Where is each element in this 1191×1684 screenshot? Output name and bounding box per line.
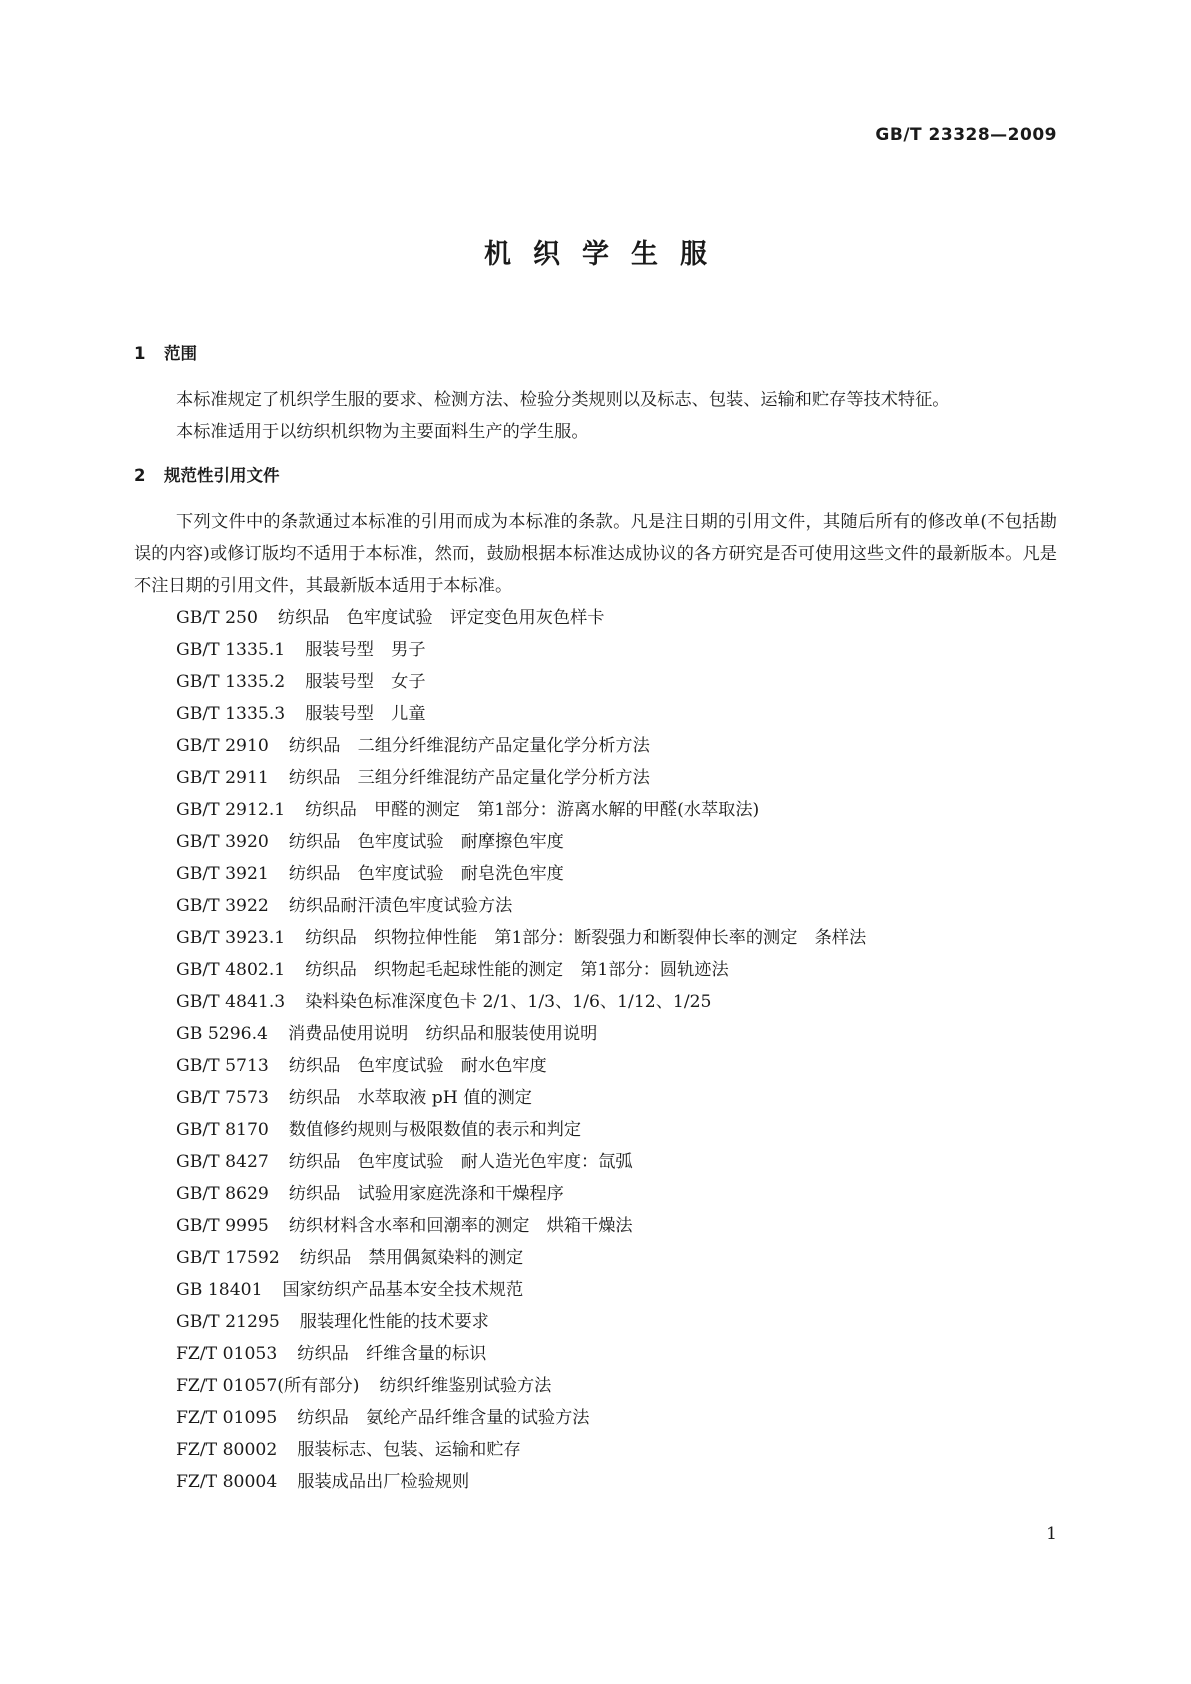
references-intro-paragraph: 下列文件中的条款通过本标准的引用而成为本标准的条款。凡是注日期的引用文件，其随后所有的修改单(不包括勘误的内容)或修订版均不适用于本标准，然而，鼓励根据本标准达成协议的各方研究是否可使用这些文件的最新版本。凡是不注日期的引用文件，其最新版本适用于本标准。 xyxy=(134,512,1057,596)
reference-title: 纺织品 织物起毛起球性能的测定 第1部分：圆轨迹法 xyxy=(305,960,729,980)
reference-item xyxy=(176,1082,1057,1114)
reference-code: GB/T 3920 xyxy=(176,832,269,852)
reference-item xyxy=(176,1050,1057,1082)
section-heading-scope xyxy=(134,338,1057,370)
reference-code: GB 5296.4 xyxy=(176,1024,268,1044)
reference-item xyxy=(176,826,1057,858)
reference-code: FZ/T 01053 xyxy=(176,1344,278,1364)
reference-item xyxy=(176,986,1057,1018)
reference-title: 数值修约规则与极限数值的表示和判定 xyxy=(288,1120,582,1140)
reference-title: 纺织品 二组分纤维混纺产品定量化学分析方法 xyxy=(288,736,650,756)
reference-title: 纺织品 水萃取液 pH 值的测定 xyxy=(288,1088,532,1108)
reference-title: 纺织品 纤维含量的标识 xyxy=(297,1344,487,1364)
reference-title: 服装理化性能的技术要求 xyxy=(299,1312,489,1332)
reference-title: 消费品使用说明 纺织品和服装使用说明 xyxy=(287,1024,598,1044)
reference-title: 服装标志、包装、运输和贮存 xyxy=(297,1440,521,1460)
reference-item xyxy=(176,922,1057,954)
section-number: 2 xyxy=(134,466,146,485)
reference-item xyxy=(176,1402,1057,1434)
reference-item xyxy=(176,1242,1057,1274)
section-title: 规范性引用文件 xyxy=(164,466,280,485)
reference-item xyxy=(176,858,1057,890)
reference-code: GB/T 8427 xyxy=(176,1152,269,1172)
reference-title: 纺织品 色牢度试验 评定变色用灰色样卡 xyxy=(277,608,605,628)
reference-title: 纺织品 色牢度试验 耐摩擦色牢度 xyxy=(288,832,564,852)
reference-item xyxy=(176,1018,1057,1050)
reference-code: GB/T 9995 xyxy=(176,1216,269,1236)
reference-code: GB/T 4802.1 xyxy=(176,960,286,980)
reference-code: GB/T 8170 xyxy=(176,1120,269,1140)
reference-item xyxy=(176,1114,1057,1146)
reference-code: GB/T 1335.1 xyxy=(176,640,286,660)
reference-item xyxy=(176,602,1057,634)
reference-code: FZ/T 01095 xyxy=(176,1408,278,1428)
standard-code: GB/T 23328—2009 xyxy=(875,125,1057,145)
reference-code: GB/T 7573 xyxy=(176,1088,269,1108)
reference-title: 服装成品出厂检验规则 xyxy=(297,1472,470,1492)
reference-title: 纺织品耐汗渍色牢度试验方法 xyxy=(288,896,513,916)
reference-title: 纺织材料含水率和回潮率的测定 烘箱干燥法 xyxy=(288,1216,633,1236)
reference-code: GB/T 2910 xyxy=(176,736,269,756)
reference-title: 纺织品 色牢度试验 耐水色牢度 xyxy=(288,1056,547,1076)
reference-code: GB/T 1335.2 xyxy=(176,672,286,692)
reference-item xyxy=(176,890,1057,922)
reference-title: 染料染色标准深度色卡 2/1、1/3、1/6、1/12、1/25 xyxy=(305,992,712,1012)
scope-paragraph: 本标准适用于以纺织机织物为主要面料生产的学生服。 xyxy=(176,422,589,442)
reference-code: GB/T 3922 xyxy=(176,896,269,916)
scope-paragraph: 本标准规定了机织学生服的要求、检测方法、检验分类规则以及标志、包装、运输和贮存等技术特征。 xyxy=(176,390,950,410)
reference-title: 纺织纤维鉴别试验方法 xyxy=(379,1376,552,1396)
reference-item xyxy=(176,666,1057,698)
reference-title: 服装号型 男子 xyxy=(305,640,426,660)
reference-title: 纺织品 试验用家庭洗涤和干燥程序 xyxy=(288,1184,564,1204)
reference-code: GB/T 21295 xyxy=(176,1312,280,1332)
reference-code: GB/T 5713 xyxy=(176,1056,269,1076)
reference-code: FZ/T 01057(所有部分) xyxy=(176,1376,360,1396)
reference-item xyxy=(176,1274,1057,1306)
section-number: 1 xyxy=(134,344,146,363)
reference-list xyxy=(134,602,1057,1498)
reference-code: GB/T 3923.1 xyxy=(176,928,286,948)
reference-code: GB/T 3921 xyxy=(176,864,269,884)
reference-title: 纺织品 织物拉伸性能 第1部分：断裂强力和断裂伸长率的测定 条样法 xyxy=(305,928,867,948)
reference-code: GB/T 4841.3 xyxy=(176,992,286,1012)
reference-title: 纺织品 色牢度试验 耐人造光色牢度：氙弧 xyxy=(288,1152,633,1172)
reference-title: 纺织品 色牢度试验 耐皂洗色牢度 xyxy=(288,864,564,884)
reference-title: 服装号型 女子 xyxy=(305,672,426,692)
reference-item xyxy=(176,794,1057,826)
reference-title: 纺织品 禁用偶氮染料的测定 xyxy=(299,1248,524,1268)
reference-code: FZ/T 80004 xyxy=(176,1472,278,1492)
document-title: 机织学生服 xyxy=(484,239,729,270)
reference-item xyxy=(176,1146,1057,1178)
reference-item xyxy=(176,698,1057,730)
reference-item xyxy=(176,730,1057,762)
reference-title: 纺织品 三组分纤维混纺产品定量化学分析方法 xyxy=(288,768,650,788)
reference-item xyxy=(176,1370,1057,1402)
reference-code: GB/T 2912.1 xyxy=(176,800,286,820)
reference-code: FZ/T 80002 xyxy=(176,1440,278,1460)
document-body xyxy=(134,338,1057,1498)
reference-code: GB 18401 xyxy=(176,1280,263,1300)
reference-item xyxy=(176,1210,1057,1242)
section-title: 范围 xyxy=(164,344,197,363)
reference-item xyxy=(176,1434,1057,1466)
reference-title: 服装号型 儿童 xyxy=(305,704,426,724)
section-heading-normative-references xyxy=(134,460,1057,492)
reference-title: 国家纺织产品基本安全技术规范 xyxy=(282,1280,524,1300)
reference-code: GB/T 2911 xyxy=(176,768,269,788)
page-number: 1 xyxy=(1046,1524,1057,1544)
reference-item xyxy=(176,1466,1057,1498)
reference-title: 纺织品 氨纶产品纤维含量的试验方法 xyxy=(297,1408,590,1428)
reference-title: 纺织品 甲醛的测定 第1部分：游离水解的甲醛(水萃取法) xyxy=(305,800,760,820)
reference-item xyxy=(176,954,1057,986)
reference-item xyxy=(176,762,1057,794)
reference-item xyxy=(176,1306,1057,1338)
reference-code: GB/T 250 xyxy=(176,608,258,628)
reference-code: GB/T 17592 xyxy=(176,1248,280,1268)
reference-item xyxy=(176,1338,1057,1370)
reference-code: GB/T 1335.3 xyxy=(176,704,286,724)
reference-item xyxy=(176,1178,1057,1210)
reference-item xyxy=(176,634,1057,666)
reference-code: GB/T 8629 xyxy=(176,1184,269,1204)
